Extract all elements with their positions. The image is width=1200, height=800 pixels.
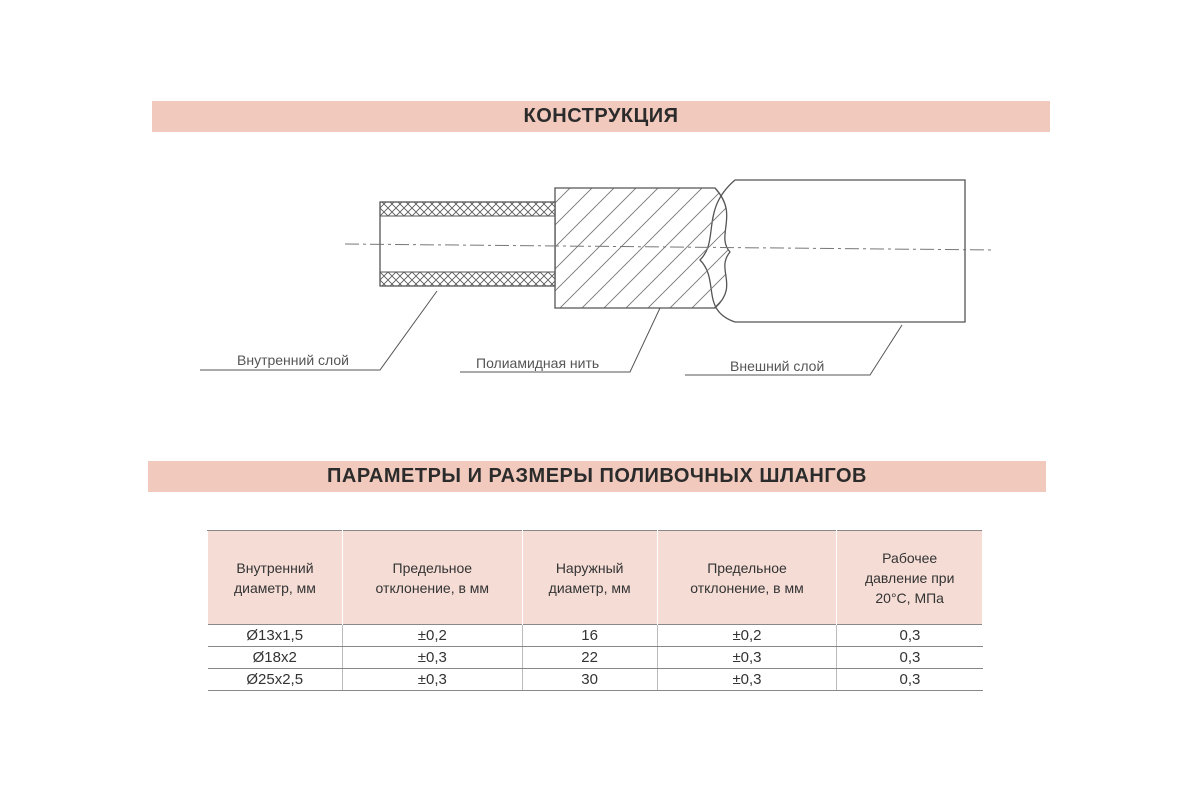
header-inner-deviation: Предельное отклонение, в мм: [342, 531, 522, 625]
table-row: [208, 647, 983, 669]
table-cell: ±0,3: [657, 669, 837, 691]
table-cell: 0,3: [837, 669, 983, 691]
table-row: [208, 625, 983, 647]
table-header-row: [208, 531, 983, 625]
table-cell: Ø25х2,5: [208, 669, 343, 691]
table-cell: 22: [522, 647, 657, 669]
inner-layer-wall-top: [380, 202, 555, 216]
table-cell: ±0,3: [657, 647, 837, 669]
inner-layer-wall-bottom: [380, 272, 555, 286]
outer-layer-shape: [700, 180, 965, 322]
table-cell: ±0,2: [657, 625, 837, 647]
table-cell: 0,3: [837, 625, 983, 647]
table-cell: ±0,3: [342, 669, 522, 691]
polyamide-thread-label: Полиамидная нить: [476, 355, 600, 371]
header-inner-diameter: Внутренний диаметр, мм: [208, 531, 343, 625]
construction-title: КОНСТРУКЦИЯ: [523, 105, 679, 127]
parameters-title: ПАРАМЕТРЫ И РАЗМЕРЫ ПОЛИВОЧНЫХ ШЛАНГОВ: [327, 465, 867, 487]
table-cell: Ø18х2: [208, 647, 343, 669]
parameters-table: [207, 530, 983, 691]
table-cell: 16: [522, 625, 657, 647]
table-cell: ±0,2: [342, 625, 522, 647]
table-row: [208, 669, 983, 691]
header-working-pressure: Рабочее давление при 20°С, МПа: [837, 531, 983, 625]
table-cell: Ø13х1,5: [208, 625, 343, 647]
outer-layer-label: Внешний слой: [730, 358, 825, 374]
header-outer-deviation: Предельное отклонение, в мм: [657, 531, 837, 625]
table-cell: 30: [522, 669, 657, 691]
inner-layer-label: Внутренний слой: [237, 352, 349, 368]
parameters-header-band: [148, 461, 1046, 492]
table-cell: 0,3: [837, 647, 983, 669]
polyamide-thread-shape: [555, 188, 730, 308]
table-cell: ±0,3: [342, 647, 522, 669]
header-outer-diameter: Наружный диаметр, мм: [522, 531, 657, 625]
construction-header-band: [152, 101, 1050, 132]
